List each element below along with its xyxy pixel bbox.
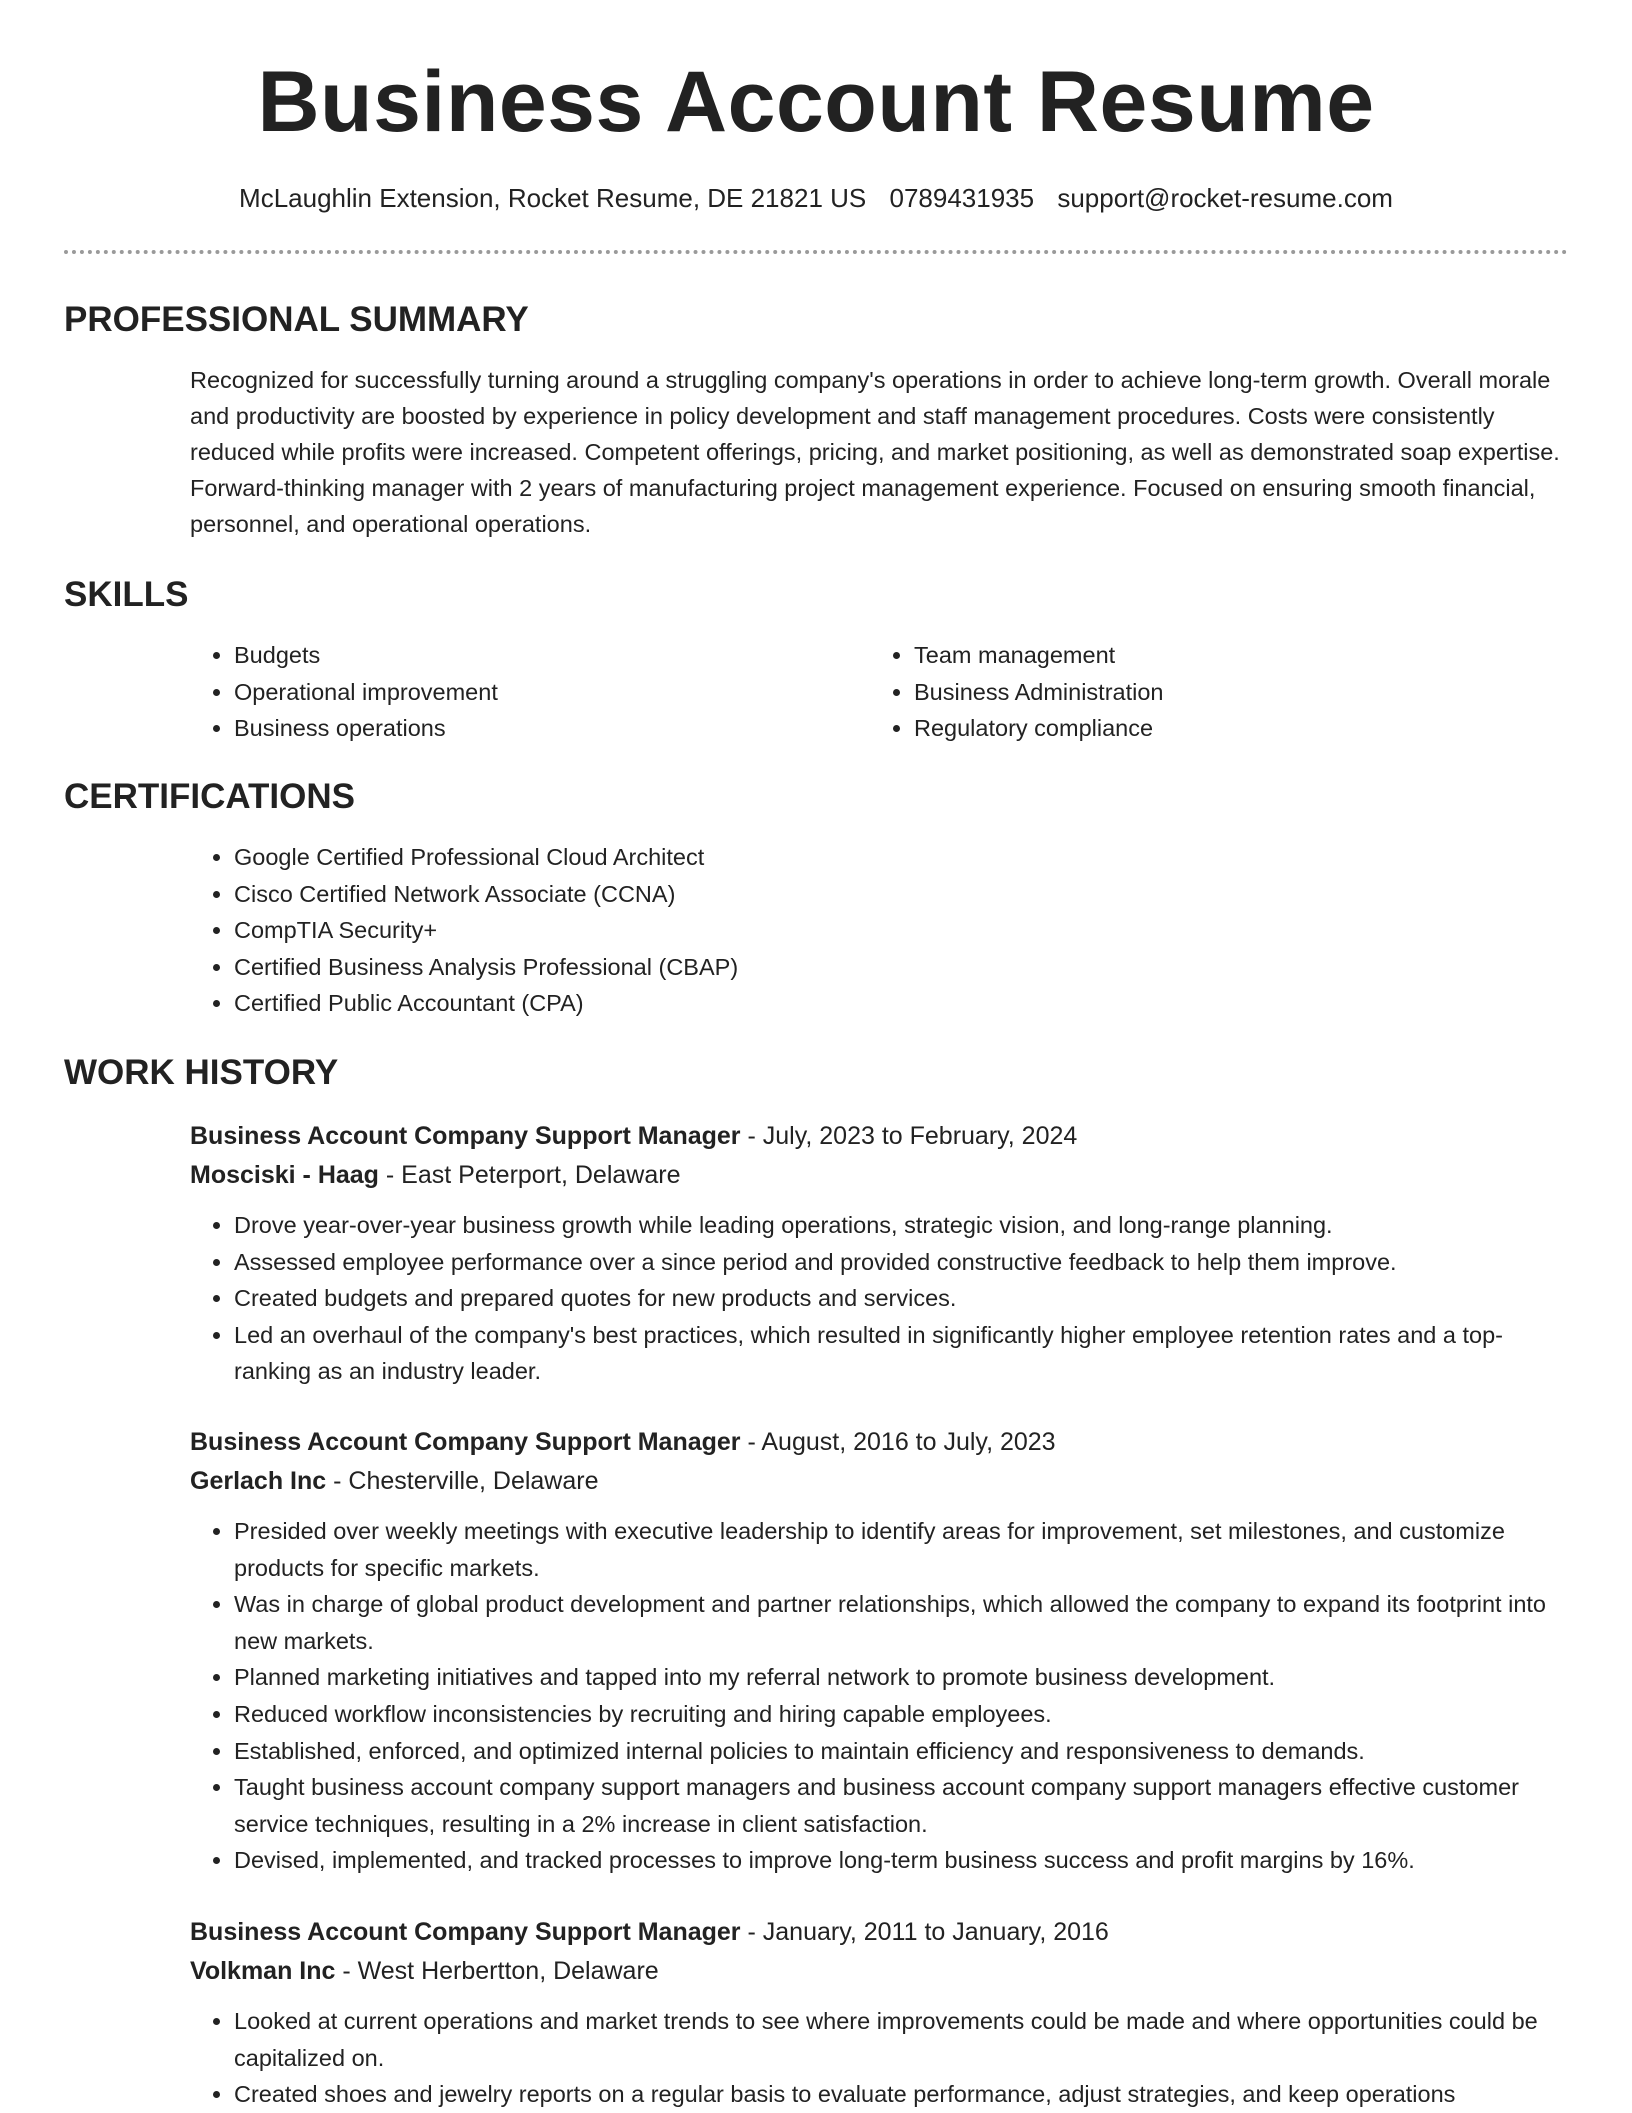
- job-entry: [64, 1423, 1568, 1879]
- contact-phone: 0789431935: [889, 183, 1035, 213]
- certification-item: • CompTIA Security+: [234, 912, 1564, 949]
- summary-text: Recognized for successfully turning around a struggling company's operations in order to achieve long-term growth. Overall morale and productivity are boosted by experience in policy development and staff management procedures. Costs were consistently reduced while profits were increased. Competent offerings, pricing, and market positioning, as well as demonstrated soap expertise. Forward-thinking manager with 2 years of manufacturing project management experience. Focused on ensuring smooth financial, personnel, and operational operations.: [190, 367, 1560, 537]
- skills-list-left: [190, 637, 870, 747]
- skill-item: • Regulatory compliance: [914, 710, 1550, 747]
- contact-line: [0, 180, 1632, 216]
- job-entry-body: [190, 1117, 1564, 1390]
- contact-address: McLaughlin Extension, Rocket Resume, DE 21821 US: [239, 183, 867, 213]
- job-company-line: [190, 1462, 1564, 1501]
- job-bullet: • Was in charge of global product development and partner relationships, which allowed the company to expand its footprint into new markets.: [234, 1586, 1564, 1659]
- job-bullets: [190, 1513, 1564, 1879]
- skills-heading: SKILLS: [64, 575, 189, 614]
- certifications-section: [64, 775, 1568, 1022]
- job-bullet: • Planned marketing initiatives and tapped into my referral network to promote business development.: [234, 1659, 1564, 1696]
- skills-column-right: [870, 637, 1550, 747]
- skills-list-right: [870, 637, 1550, 747]
- job-title: Business Account Company Support Manager: [190, 1428, 741, 1456]
- skill-item: • Business operations: [234, 710, 870, 747]
- work-history-heading: WORK HISTORY: [64, 1053, 339, 1092]
- job-company: Volkman Inc: [190, 1957, 336, 1985]
- job-title-line: [190, 1913, 1564, 1952]
- job-bullet: • Taught business account company support managers and business account company support managers effective customer service techniques, resulting in a 2% increase in client satisfaction.: [234, 1769, 1564, 1842]
- job-bullet: • Established, enforced, and optimized internal policies to maintain efficiency and responsiveness to demands.: [234, 1733, 1564, 1770]
- skills-section: [64, 573, 1568, 747]
- skills-column-left: [190, 637, 870, 747]
- job-location: - East Peterport, Delaware: [378, 1161, 681, 1189]
- skills-columns: [190, 637, 1564, 747]
- job-company-line: [190, 1156, 1564, 1195]
- job-bullet: • Devised, implemented, and tracked processes to improve long-term business success and profit margins by 16%.: [234, 1842, 1564, 1879]
- certifications-list: [190, 839, 1564, 1022]
- job-title-line: [190, 1117, 1564, 1156]
- contact-email: support@rocket-resume.com: [1057, 183, 1393, 213]
- resume-title: Business Account Resume: [257, 54, 1375, 150]
- job-title: Business Account Company Support Manager: [190, 1918, 741, 1946]
- job-bullet: • Drove year-over-year business growth while leading operations, strategic vision, and long-range planning.: [234, 1207, 1564, 1244]
- certification-item: • Certified Public Accountant (CPA): [234, 985, 1564, 1022]
- job-bullet: • Presided over weekly meetings with executive leadership to identify areas for improvement, set milestones, and customize products for specific markets.: [234, 1513, 1564, 1586]
- job-dates: - August, 2016 to July, 2023: [740, 1428, 1056, 1456]
- job-entry-body: [190, 1423, 1564, 1879]
- job-bullet: • Looked at current operations and market trends to see where improvements could be made and where opportunities could be capitalized on.: [234, 2003, 1564, 2076]
- job-bullet: • Assessed employee performance over a since period and provided constructive feedback to help them improve.: [234, 1244, 1564, 1281]
- job-entry: [64, 1117, 1568, 1390]
- summary-section: [64, 298, 1568, 542]
- skill-item: • Team management: [914, 637, 1550, 674]
- job-bullet: • Created shoes and jewelry reports on a regular basis to evaluate performance, adjust strategies, and keep operations: [234, 2076, 1564, 2113]
- skill-item: • Operational improvement: [234, 674, 870, 711]
- job-entry: [64, 1913, 1568, 2113]
- job-bullets: [190, 1207, 1564, 1390]
- skill-item: • Business Administration: [914, 674, 1550, 711]
- certification-item: • Certified Business Analysis Professional (CBAP): [234, 949, 1564, 986]
- job-dates: - January, 2011 to January, 2016: [740, 1918, 1109, 1946]
- skill-item: • Budgets: [234, 637, 870, 674]
- job-dates: - July, 2023 to February, 2024: [740, 1122, 1078, 1150]
- certifications-list-wrap: [190, 839, 1564, 1022]
- job-company-line: [190, 1952, 1564, 1991]
- job-bullet: • Led an overhaul of the company's best practices, which resulted in significantly higher employee retention rates and a top-ranking as an industry leader.: [234, 1317, 1564, 1390]
- work-history-section: [64, 1051, 1568, 1095]
- summary-heading: PROFESSIONAL SUMMARY: [64, 300, 529, 339]
- job-entry-body: [190, 1913, 1564, 2113]
- header-divider: [64, 250, 1568, 254]
- job-bullet: • Reduced workflow inconsistencies by recruiting and hiring capable employees.: [234, 1696, 1564, 1733]
- job-location: - Chesterville, Delaware: [326, 1467, 599, 1495]
- certifications-heading: CERTIFICATIONS: [64, 777, 356, 816]
- job-location: - West Herbertton, Delaware: [335, 1957, 659, 1985]
- job-company: Mosciski - Haag: [190, 1161, 379, 1189]
- job-company: Gerlach Inc: [190, 1467, 327, 1495]
- job-title-line: [190, 1423, 1564, 1462]
- job-bullet: • Created budgets and prepared quotes for new products and services.: [234, 1280, 1564, 1317]
- certification-item: • Cisco Certified Network Associate (CCNA): [234, 876, 1564, 913]
- job-title: Business Account Company Support Manager: [190, 1122, 741, 1150]
- job-bullets: [190, 2003, 1564, 2113]
- certification-item: • Google Certified Professional Cloud Architect: [234, 839, 1564, 876]
